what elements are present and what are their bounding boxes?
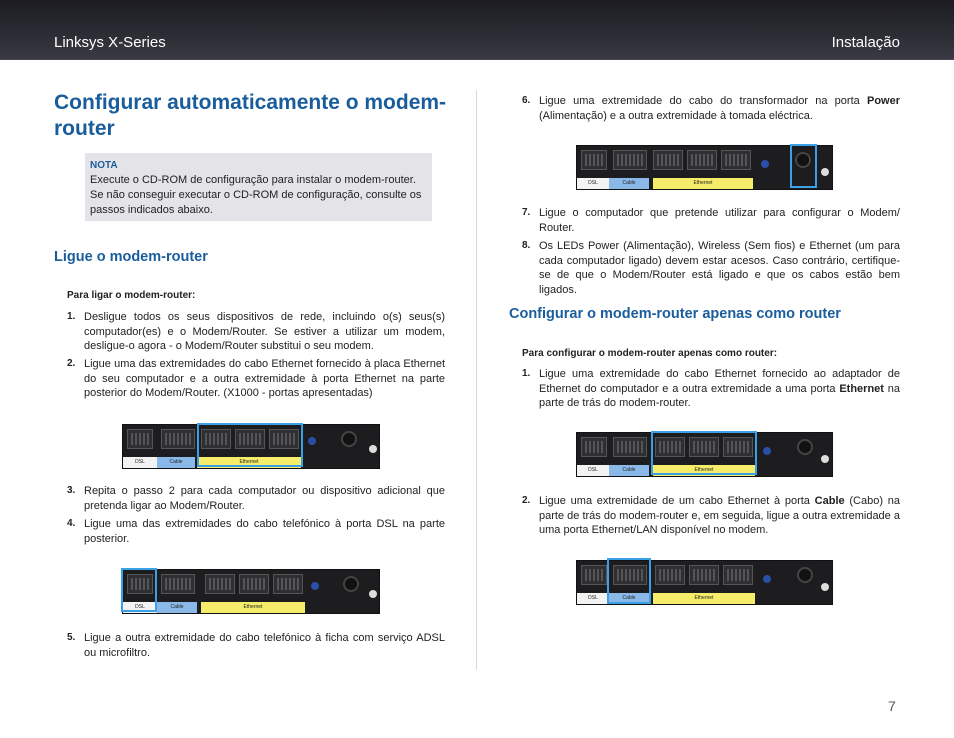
lead-router-only: Para configurar o modem-router apenas como router: xyxy=(522,348,778,359)
router-panel-dsl: DSL Cable Ethernet xyxy=(122,569,380,614)
router-panel-ethernet: DSL Cable Ethernet xyxy=(122,424,380,469)
step-4: 4. Ligue uma das extremidades do cabo telefónico à porta DSL na parte posterior. xyxy=(67,518,445,545)
page-number: 7 xyxy=(888,698,896,714)
highlight-ethernet-2 xyxy=(651,431,757,475)
product-series: Linksys X-Series xyxy=(54,34,166,51)
lead-connect: Para ligar o modem-router: xyxy=(67,290,196,301)
section-heading-connect: Ligue o modem-router xyxy=(54,249,208,265)
highlight-power xyxy=(790,144,817,188)
section-heading-router-only: Configurar o modem-router apenas como router xyxy=(509,306,841,322)
note-text: Execute o CD-ROM de configuração para instalar o modem-router. Se não conseguir executar o CD-ROM de configuração, consulte os passos indicados abaixo. xyxy=(90,174,422,216)
highlight-ethernet xyxy=(197,423,303,467)
router-step-2: 2. Ligue uma extremidade de um cabo Ethernet à porta Cable (Cabo) na parte de trás do modem-router e, em seguida, ligue a outra extremidade a uma porta Ethernet/LAN disponível no modem. xyxy=(522,495,900,536)
step-8: 8. Os LEDs Power (Alimentação), Wireless (Sem fios) e Ethernet (um para cada computador ligado) devem estar acesos. Caso contrário, certifique-se de que o Modem/Router está ligado e que os cabos estão bem ligados. xyxy=(522,240,900,296)
page-title: Configurar automaticamente o modem-router xyxy=(54,91,447,140)
highlight-cable xyxy=(607,558,651,604)
note-label: NOTA xyxy=(90,160,118,171)
section-name: Instalação xyxy=(831,34,900,51)
router-panel-power: DSL Cable Ethernet xyxy=(576,145,833,190)
router-panel-cable: DSL Cable Ethernet xyxy=(576,560,833,605)
note-box xyxy=(85,153,432,221)
step-5: 5. Ligue a outra extremidade do cabo telefónico à ficha com serviço ADSL ou microfiltro. xyxy=(67,632,445,659)
highlight-dsl xyxy=(121,568,157,612)
step-1: 1. Desligue todos os seus dispositivos de rede, incluindo o(s) seus(s) computador(es) e o Modem/Router. Se estiver a utilizar um modem, desligue-o agora - o Modem/Router substitui o seu modem. xyxy=(67,311,445,352)
page-header xyxy=(0,0,954,60)
step-7: 7. Ligue o computador que pretende utilizar para configurar o Modem/ Router. xyxy=(522,207,900,234)
step-3: 3. Repita o passo 2 para cada computador ou dispositivo adicional que pretenda ligar ao Modem/Router. xyxy=(67,485,445,512)
router-step-1: 1. Ligue uma extremidade do cabo Ethernet fornecido ao adaptador de Ethernet do computador e a outra extremidade a uma porta Ethernet na parte de trás do modem-router. xyxy=(522,368,900,409)
step-2: 2. Ligue uma das extremidades do cabo Ethernet fornecido à placa Ethernet do seu computador e a outra extremidade à porta Ethernet na parte posterior do Modem/Router. (X1000 - portas apresentadas) xyxy=(67,358,445,399)
column-divider xyxy=(476,90,477,670)
step-6: 6. Ligue uma extremidade do cabo do transformador na porta Power (Alimentação) e a outra extremidade à tomada eléctrica. xyxy=(522,95,900,122)
router-panel-ethernet-2: DSL Cable Ethernet xyxy=(576,432,833,477)
